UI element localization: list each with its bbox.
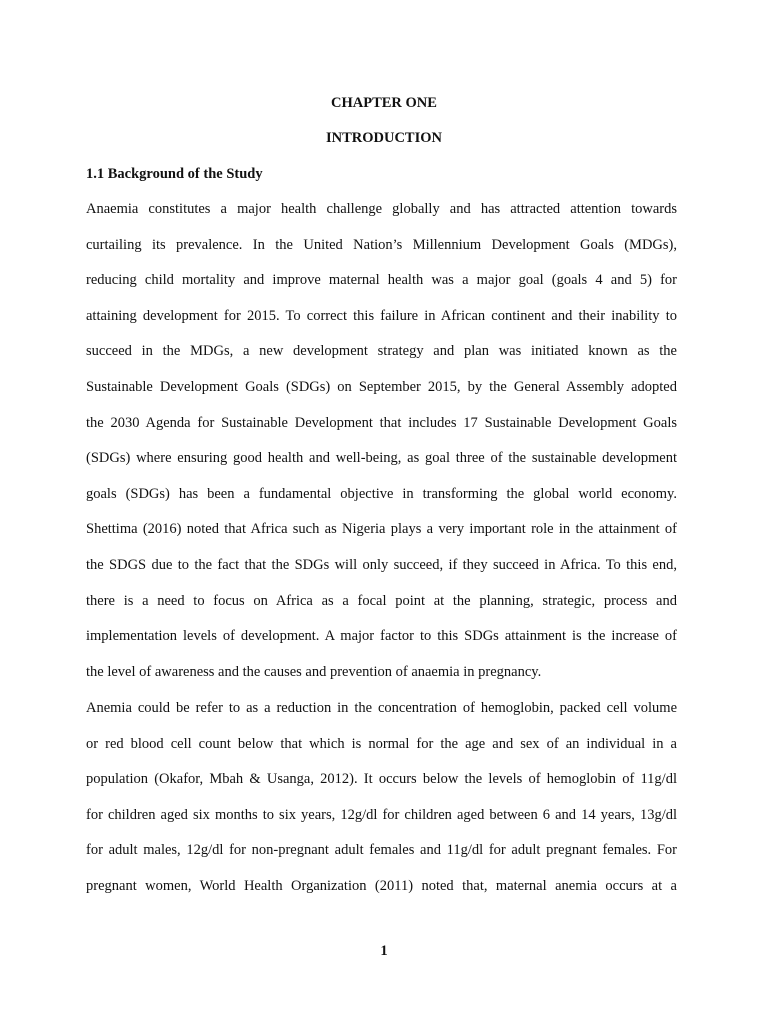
paragraph-line: for children aged six months to six years, 12g/dl for children aged between 6 and 14 years, 13g/dl	[86, 806, 677, 823]
paragraph-line: succeed in the MDGs, a new development strategy and plan was initiated known as the	[86, 343, 677, 360]
paragraph-line: reducing child mortality and improve maternal health was a major goal (goals 4 and 5) for	[86, 272, 677, 289]
paragraph-line: or red blood cell count below that which is normal for the age and sex of an individual in a	[86, 735, 677, 752]
paragraph-anaemia-background	[86, 200, 677, 698]
paragraph-line: the 2030 Agenda for Sustainable Development that includes 17 Sustainable Development Goals	[86, 414, 677, 431]
paragraph-line: Anaemia constitutes a major health challenge globally and has attracted attention towards	[86, 201, 677, 217]
paragraph-line: goals (SDGs) has been a fundamental objective in transforming the global world economy.	[86, 485, 677, 502]
paragraph-line: (SDGs) where ensuring good health and well-being, as goal three of the sustainable development	[86, 450, 677, 467]
paragraph-line: implementation levels of development. A major factor to this SDGs attainment is the increase of	[86, 628, 677, 645]
paragraph-anemia-definition	[86, 699, 677, 913]
paragraph-line: for adult males, 12g/dl for non-pregnant adult females and 11g/dl for adult pregnant females. For	[86, 842, 677, 859]
paragraph-line: Sustainable Development Goals (SDGs) on September 2015, by the General Assembly adopted	[86, 378, 677, 395]
paragraph-line: the SDGS due to the fact that the SDGs will only succeed, if they succeed in Africa. To this end,	[86, 556, 677, 573]
chapter-title: INTRODUCTION	[325, 130, 442, 146]
paragraph-line: there is a need to focus on Africa as a focal point at the planning, strategic, process and	[86, 592, 677, 609]
section-heading: 1.1 Background of the Study	[86, 166, 263, 182]
paragraph-line: curtailing its prevalence. In the United Nation’s Millennium Development Goals (MDGs),	[86, 236, 677, 253]
paragraph-line: Shettima (2016) noted that Africa such as Nigeria plays a very important role in the attainment of	[86, 521, 677, 538]
paragraph-line: Anemia could be refer to as a reduction in the concentration of hemoglobin, packed cell volume	[86, 700, 677, 716]
page-number: 1	[380, 943, 388, 959]
paragraph-line: population (Okafor, Mbah & Usanga, 2012). It occurs below the levels of hemoglobin of 11g/dl	[86, 771, 677, 788]
paragraph-line-last: the level of awareness and the causes and prevention of anaemia in pregnancy.	[86, 663, 542, 680]
paragraph-line: attaining development for 2015. To correct this failure in African continent and their inability to	[86, 307, 677, 324]
paragraph-line: pregnant women, World Health Organization (2011) noted that, maternal anemia occurs at a	[86, 877, 677, 894]
chapter-heading: CHAPTER ONE	[331, 95, 437, 111]
